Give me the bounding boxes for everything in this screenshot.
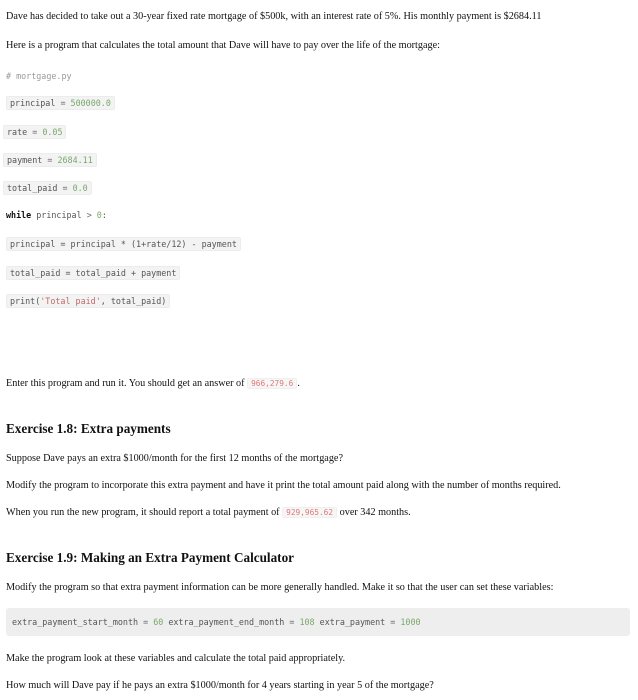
code-line-total-update: total_paid = total_paid + payment — [6, 266, 180, 280]
code-comment: # mortgage.py — [6, 71, 72, 81]
code-colon: : — [101, 210, 107, 220]
code-line-while — [6, 209, 107, 221]
code-number: 0.05 — [42, 127, 63, 137]
exercise-1-9-calculate-note: Make the program look at these variables and calculate the total paid appropriately. — [6, 653, 346, 664]
intro-program-description: Here is a program that calculates the total amount that Dave will have to pay over the life of the mortgage: — [6, 40, 440, 51]
code-number: 60 — [153, 617, 164, 627]
code-variable: extra_payment_start_month — [12, 617, 139, 627]
code-operator: = — [289, 617, 295, 627]
exercise-1-9-instructions: Modify the program so that extra payment information can be more generally handled. Make it so that the user can set these variables: — [6, 582, 554, 593]
code-operator: = — [143, 617, 149, 627]
run-instructions-end: . — [297, 378, 300, 389]
code-function: print( — [10, 296, 41, 306]
code-line-principal — [6, 96, 115, 110]
code-number: 500000.0 — [70, 98, 111, 108]
code-number: 108 — [299, 617, 315, 627]
code-variable: total_paid — [7, 183, 58, 193]
code-operator: = — [32, 127, 38, 137]
code-line-total-paid — [3, 181, 92, 195]
code-number: 0.0 — [72, 183, 88, 193]
code-variable: payment — [7, 155, 43, 165]
code-line-rate — [3, 125, 66, 139]
run-instructions — [6, 377, 300, 391]
code-operator: = — [47, 155, 53, 165]
exercise-1-9-question: How much will Dave pay if he pays an extra $1000/month for 4 years starting in year 5 of the mortgage? — [6, 680, 434, 691]
code-number: 0 — [96, 210, 102, 220]
code-operator: = — [60, 98, 66, 108]
code-operator: = — [62, 183, 68, 193]
code-variable: extra_payment_end_month — [168, 617, 285, 627]
code-operator: = — [390, 617, 396, 627]
code-number: 2684.11 — [57, 155, 93, 165]
code-number: 1000 — [400, 617, 421, 627]
run-instructions-text: Enter this program and run it. You should get an answer of — [6, 378, 245, 389]
exercise-1-9-heading: Exercise 1.9: Making an Extra Payment Calculator — [6, 550, 295, 565]
exercise-1-8-heading: Exercise 1.8: Extra payments — [6, 421, 171, 436]
code-variable: principal — [10, 98, 56, 108]
code-line-principal-update: principal = principal * (1+rate/12) - payment — [6, 237, 241, 251]
code-variable: principal — [36, 210, 82, 220]
code-keyword: while — [6, 210, 32, 220]
exercise-1-8-expected-text: When you run the new program, it should report a total payment of — [6, 507, 280, 518]
code-operator: > — [86, 210, 92, 220]
exercise-1-8-expected-end: over 342 months. — [339, 507, 411, 518]
expected-answer: 966,279.6 — [247, 378, 297, 389]
code-line-print — [6, 294, 170, 308]
extra-payment-code-block — [6, 608, 630, 636]
exercise-1-8-instructions: Modify the program to incorporate this extra payment and have it print the total amount paid along with the number of months required. — [6, 480, 561, 491]
code-line-payment — [3, 153, 97, 167]
code-args: , total_paid) — [100, 296, 167, 306]
code-variable: rate — [7, 127, 28, 137]
exercise-1-8-expected — [6, 506, 411, 520]
exercise-1-8-question: Suppose Dave pays an extra $1000/month for the first 12 months of the mortgage? — [6, 453, 343, 464]
expected-total-payment: 929,965.62 — [282, 507, 337, 518]
code-variable: extra_payment — [319, 617, 386, 627]
code-string: 'Total paid' — [40, 296, 101, 306]
intro-paragraph: Dave has decided to take out a 30-year fixed rate mortgage of $500k, with an interest rate of 5%. His monthly payment is $2684.11 — [6, 11, 542, 22]
